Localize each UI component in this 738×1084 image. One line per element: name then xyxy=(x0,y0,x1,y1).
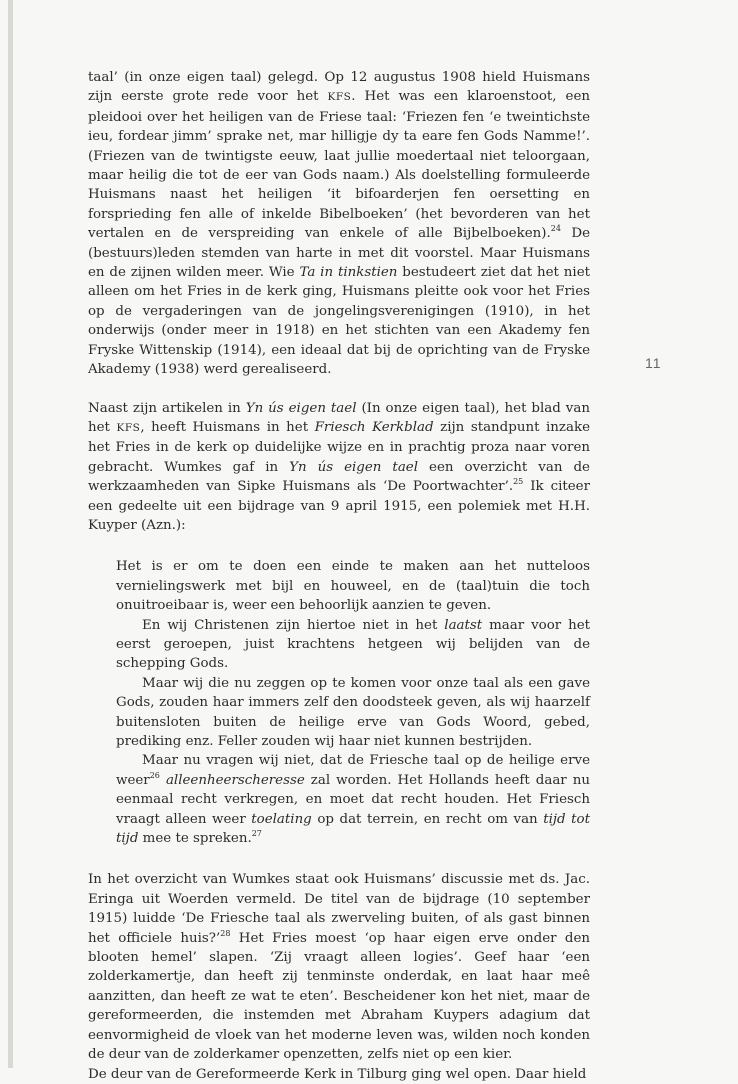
page-number: 11 xyxy=(645,355,662,371)
paragraph-4: De deur van de Gereformeerde Kerk in Tilburg ging wel open. Daar hield xyxy=(88,1066,587,1082)
quote-paragraph-3: Maar wij die nu zeggen op te komen voor onze taal als een gave Gods, zouden haar immers zelf den doodsteek geven, als wij haarzelf buitensloten buiten de heilige erve van Gods Woord, gebed, prediking enz. Feller zouden wij haar niet kunnen bestrijden. xyxy=(116,675,590,749)
quote-paragraph-2: En wij Christenen zijn hiertoe niet in het laatst maar voor het eerst geroepen, juist krachtens hetgeen wij belijden van de schepping Gods. xyxy=(116,617,590,672)
block-quote xyxy=(116,557,590,848)
paragraph-1: taal’ (in onze eigen taal) gelegd. Op 12 augustus 1908 hield Huismans zijn eerste grote rede voor het KFS. Het was een klaroenstoot, een pleidooi over het heiligen van de Friese taal: ‘Friezen fen ‘e tweintichste ieu, fordear jimm’ sprake net, mar hilligje dy ta eare fen Gods Namme!’. (Friezen van de twintigste eeuw, laat jullie moedertaal niet teloorgaan, maar heilig die tot de eer van Gods naam.) Als doelstelling formuleerde Huismans naast het heiligen ‘it bifoarderjen fen oersetting en forsprieding fen alle of inkelde Bibelboeken’ (het bevorderen van het vertalen en de verspreiding van enkele of alle Bijbelboeken).$^{24}$ De (bestuurs)leden stemden van harte in met dit voorstel. Maar Huismans en de zijnen wilden meer. Wie Ta in tinkstien bestudeert ziet dat het niet alleen om het Fries in de kerk ging, Huismans pleitte ook voor het Fries op de vergaderingen van de jongelingsverenigingen (1910), in het onderwijs (onder meer in 1918) en het stichten van een Akademy fen Fryske Wittenskip (1914), een ideaal dat bij de oprichting van de Fryske Akademy (1938) werd gerealiseerd. xyxy=(88,70,591,378)
body-text xyxy=(88,68,590,1084)
paragraph-3: In het overzicht van Wumkes staat ook Huismans’ discussie met ds. Jac. Eringa uit Woerden vermeld. De titel van de bijdrage (10 september 1915) luidde ‘De Friesche taal als zwerveling buiten, of als gast binnen het officiele huis?’$^{28}$ Het Fries moest ‘op haar eigen erve onder den blooten hemel’ slapen. ‘Zij vraagt alleen logies’. Geef haar ‘een zolderkamertje, dan heeft zij tenminste onderdak, en laat haar meê aanzitten, dan heeft ze wat te eten’. Bescheidener kon het niet, maar de gereformeerden, die instemden met Abraham Kuypers adagium dat eenvormigheid de vloek van het moderne leven was, wilden noch konden de deur van de zolderkamer openzetten, zelfs niet op een kier. xyxy=(88,872,590,1063)
quote-paragraph-4: Maar nu vragen wij niet, dat de Friesche taal op de heilige erve weer$^{26}$ alleenheerscheresse zal worden. Het Hollands heeft daar nu eenmaal recht verkregen, en moet dat recht houden. Het Friesch vraagt alleen weer toelating op dat terrein, en recht om van tijd tot tijd mee te spreken.$^{27}$ xyxy=(116,753,590,847)
paragraph-2: Naast zijn artikelen in Yn ús eigen tael (In onze eigen taal), het blad van het KFS, heeft Huismans in het Friesch Kerkblad zijn standpunt inzake het Fries in de kerk op duidelijke wijze en in prachtig proza naar voren gebracht. Wumkes gaf in Yn ús eigen tael een overzicht van de werkzaamheden van Sipke Huismans als ‘De Poortwachter’.$^{25}$ Ik citeer een gedeelte uit een bijdrage van 9 april 1915, een polemiek met H.H. Kuyper (Azn.): xyxy=(88,400,590,533)
binding-edge xyxy=(8,0,13,1068)
quote-paragraph-1: Het is er om te doen een einde te maken aan het nutteloos vernielingswerk met bijl en houweel, en de (taal)tuin die toch onuitroeibaar is, weer een behoorlijk aanzien te geven. xyxy=(116,559,590,614)
